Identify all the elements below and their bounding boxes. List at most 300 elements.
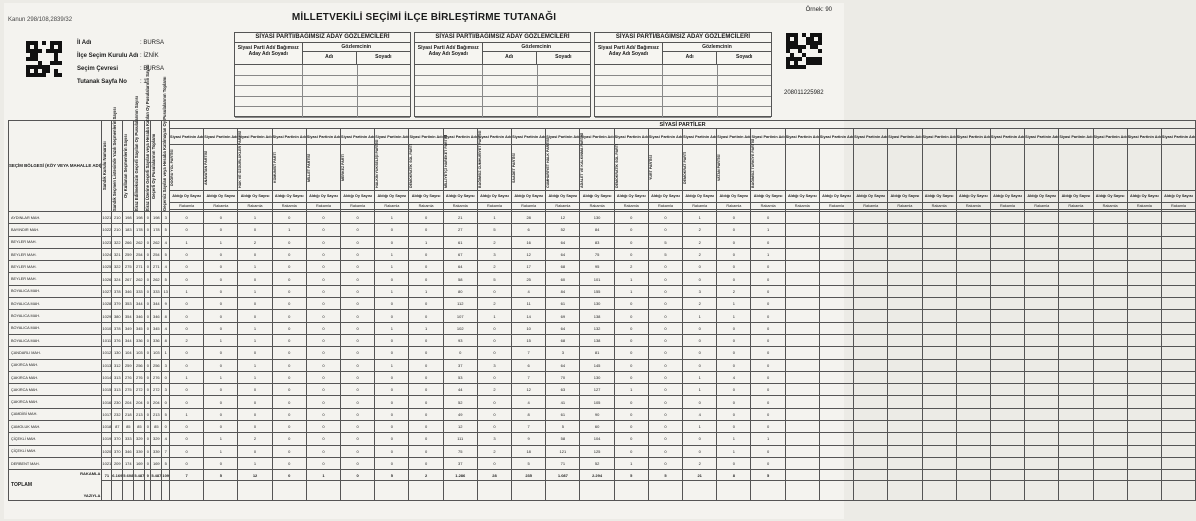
total-cell: 5.487 — [134, 470, 145, 481]
fixed-column-header-text: İtiraz Edilmeksizin Geçerli Sayılan Oy Pusulalarının Sayısı — [134, 96, 140, 211]
table-cell: 0 — [751, 310, 785, 322]
table-cell: 103 — [134, 347, 145, 359]
table-cell — [1093, 457, 1127, 469]
table-cell: 0 — [477, 408, 511, 420]
table-cell — [922, 212, 956, 224]
table-cell — [1161, 310, 1195, 322]
table-cell: 0 — [306, 421, 340, 433]
table-cell: 0 — [145, 322, 151, 334]
total-text-cell — [888, 481, 922, 501]
table-cell: 5 — [162, 273, 170, 285]
table-cell: 15 — [512, 334, 546, 346]
table-cell: 2 — [477, 261, 511, 273]
table-cell: 0 — [614, 396, 648, 408]
table-cell — [956, 285, 990, 297]
district-name: BAYINDIR MAH. — [9, 224, 102, 236]
table-cell — [785, 371, 819, 383]
page-title: MİLLETVEKİLİ SEÇİMİ İLÇE BİRLEŞTİRME TUTANAĞI — [291, 12, 557, 23]
table-cell: 0 — [614, 445, 648, 457]
numeric-caption: Rakamla — [1127, 202, 1161, 209]
vote-count-caption: Aldığı Oy Sayısı — [375, 191, 409, 203]
table-cell: 9 — [512, 433, 546, 445]
party-name-caption: Siyasi Partinin Adı — [272, 129, 306, 145]
fixed-column-header-text: Sandık Kurulu Numarası — [102, 141, 108, 191]
table-cell — [1127, 224, 1161, 236]
table-cell: 68 — [546, 334, 580, 346]
table-cell — [785, 408, 819, 420]
table-cell: 0 — [683, 359, 717, 371]
table-cell: 5 — [162, 248, 170, 260]
total-text-cell — [1161, 481, 1195, 501]
total-text-cell — [134, 481, 145, 501]
table-cell: 0 — [341, 347, 375, 359]
table-cell — [990, 445, 1024, 457]
table-row — [9, 457, 1196, 469]
table-cell — [956, 298, 990, 310]
table-cell — [922, 421, 956, 433]
table-cell: 0 — [409, 298, 443, 310]
table-cell: 1010 — [102, 322, 112, 334]
table-cell: 0 — [648, 433, 682, 445]
table-cell — [990, 248, 1024, 260]
table-cell: 0 — [409, 384, 443, 396]
observer-box-title: SİYASİ PARTİ/BAĞIMSIZ ADAY GÖZLEMCİLERİ — [415, 33, 590, 43]
observer-box-title: SİYASİ PARTİ/BAĞIMSIZ ADAY GÖZLEMCİLERİ — [595, 33, 771, 43]
total-text-cell — [272, 481, 306, 501]
party-name-cell — [512, 145, 546, 191]
table-cell — [956, 384, 990, 396]
total-text-cell — [717, 481, 751, 501]
table-cell — [956, 212, 990, 224]
table-cell — [785, 433, 819, 445]
table-cell: 0 — [751, 273, 785, 285]
table-cell — [1059, 298, 1093, 310]
party-name-caption: Siyasi Partinin Adı — [922, 129, 956, 145]
table-cell: 1011 — [102, 334, 112, 346]
table-cell: 0 — [204, 396, 238, 408]
table-cell: 0 — [170, 248, 204, 260]
table-cell: 0 — [717, 421, 751, 433]
table-cell — [1025, 433, 1059, 445]
table-cell: 0 — [751, 371, 785, 383]
table-cell: 0 — [204, 212, 238, 224]
total-text-cell — [683, 481, 717, 501]
table-cell: 0 — [409, 359, 443, 371]
numeric-caption: Rakamla — [580, 202, 614, 209]
table-cell — [1161, 371, 1195, 383]
observer-blank-line — [235, 65, 410, 76]
district-name: BOYALICA MAH. — [9, 285, 102, 297]
party-name-cell — [1025, 145, 1059, 191]
table-row — [9, 359, 1196, 371]
total-cell: 21 — [683, 470, 717, 481]
table-cell: 262 — [151, 236, 162, 248]
table-cell — [990, 396, 1024, 408]
table-cell: 1023 — [102, 236, 112, 248]
table-cell: 0 — [162, 396, 170, 408]
table-cell: 0 — [341, 457, 375, 469]
table-cell — [854, 457, 888, 469]
table-cell: 0 — [170, 433, 204, 445]
table-cell: 13 — [162, 285, 170, 297]
vote-count-caption: Aldığı Oy Sayısı — [409, 191, 443, 203]
table-cell: 1 — [238, 457, 272, 469]
table-cell: 0 — [238, 408, 272, 420]
numeric-caption: Rakamla — [1161, 202, 1195, 209]
table-cell: 0 — [238, 421, 272, 433]
table-cell: 0 — [375, 408, 409, 420]
table-cell: 14 — [512, 310, 546, 322]
table-cell — [1059, 433, 1093, 445]
table-cell: 312 — [112, 359, 123, 371]
table-cell: 0 — [145, 445, 151, 457]
total-text-cell — [956, 481, 990, 501]
table-cell: 3 — [162, 359, 170, 371]
table-cell — [1127, 421, 1161, 433]
table-cell — [922, 261, 956, 273]
table-cell — [1059, 273, 1093, 285]
table-cell — [854, 384, 888, 396]
table-cell — [1093, 224, 1127, 236]
total-text-cell — [922, 481, 956, 501]
table-row — [9, 261, 1196, 273]
table-cell: 0 — [614, 236, 648, 248]
observer-blank-line — [415, 86, 590, 97]
info-key: İl Adı — [77, 39, 92, 46]
tutanak-sheet — [4, 3, 1196, 519]
numeric-caption: Rakamla — [238, 202, 272, 209]
table-row — [9, 310, 1196, 322]
vote-count-caption: Aldığı Oy Sayısı — [1059, 191, 1093, 203]
table-cell: 0 — [409, 396, 443, 408]
table-cell: 1 — [409, 285, 443, 297]
observer-blank-line — [595, 76, 771, 87]
table-cell: 262 — [134, 273, 145, 285]
table-cell — [1059, 236, 1093, 248]
table-cell — [922, 273, 956, 285]
vote-count-caption: Aldığı Oy Sayısı — [512, 191, 546, 203]
table-cell: 5 — [546, 421, 580, 433]
table-cell: 345 — [134, 322, 145, 334]
table-cell: 256 — [134, 359, 145, 371]
table-row — [9, 236, 1196, 248]
table-cell: 1 — [717, 310, 751, 322]
table-cell: 0 — [375, 334, 409, 346]
table-cell: 0 — [306, 359, 340, 371]
total-text-cell — [443, 481, 477, 501]
table-cell — [1127, 285, 1161, 297]
table-cell: 346 — [123, 285, 134, 297]
table-cell: 70 — [546, 371, 580, 383]
table-cell: 130 — [112, 347, 123, 359]
table-cell: 1 — [717, 433, 751, 445]
table-cell — [1025, 285, 1059, 297]
table-cell — [990, 384, 1024, 396]
table-cell — [922, 285, 956, 297]
table-cell: 0 — [614, 298, 648, 310]
table-cell — [1059, 359, 1093, 371]
table-cell: 0 — [204, 421, 238, 433]
vote-count-caption: Aldığı Oy Sayısı — [683, 191, 717, 203]
party-name: DEMOKRATİK SOL PARTİ — [409, 143, 414, 188]
table-cell: 380 — [112, 310, 123, 322]
table-cell — [956, 408, 990, 420]
table-cell — [1093, 347, 1127, 359]
party-name-cell — [341, 145, 375, 191]
table-cell: 0 — [204, 384, 238, 396]
table-cell — [854, 396, 888, 408]
party-name-cell — [306, 145, 340, 191]
table-cell: 1 — [409, 322, 443, 334]
table-cell: 1020 — [102, 445, 112, 457]
total-cell: 0 — [272, 470, 306, 481]
table-cell: 0 — [170, 445, 204, 457]
table-cell: 0 — [170, 347, 204, 359]
table-cell: 2 — [614, 261, 648, 273]
total-text-cell — [512, 481, 546, 501]
total-cell: 7 — [170, 470, 204, 481]
table-cell — [1093, 285, 1127, 297]
party-name-cell — [375, 139, 409, 191]
table-cell: 0 — [204, 248, 238, 260]
table-cell: 0 — [145, 359, 151, 371]
table-cell: 1025 — [102, 261, 112, 273]
total-cell: 2 — [409, 470, 443, 481]
total-text-cell — [204, 481, 238, 501]
table-cell: 1 — [238, 285, 272, 297]
table-cell — [785, 298, 819, 310]
table-cell: 232 — [112, 408, 123, 420]
info-value: : BURSA — [140, 65, 165, 72]
table-cell: 1 — [238, 359, 272, 371]
table-cell — [922, 248, 956, 260]
fixed-column-header-text: Oy Kullanan Seçmenlerin Sayısı — [123, 134, 129, 198]
party-name: MERKEZ PARTİ — [341, 154, 346, 181]
table-cell: 0 — [375, 457, 409, 469]
table-cell — [990, 359, 1024, 371]
table-cell: 145 — [580, 359, 614, 371]
observer-blank-line — [235, 97, 410, 108]
vote-count-caption: Aldığı Oy Sayısı — [614, 191, 648, 203]
table-cell: 1017 — [102, 408, 112, 420]
district-name: ÇAKIRCA MAH. — [9, 396, 102, 408]
table-row — [9, 396, 1196, 408]
table-cell: 49 — [443, 408, 477, 420]
table-cell: 0 — [717, 261, 751, 273]
observer-lines — [595, 65, 771, 118]
table-cell: 0 — [341, 371, 375, 383]
table-cell: 0 — [145, 408, 151, 420]
table-cell — [1059, 347, 1093, 359]
table-cell: 0 — [648, 371, 682, 383]
table-cell: 0 — [614, 359, 648, 371]
table-cell — [1059, 408, 1093, 420]
table-cell — [1093, 298, 1127, 310]
table-cell — [819, 408, 853, 420]
table-cell — [922, 236, 956, 248]
table-cell: 0 — [648, 347, 682, 359]
vote-count-caption: Aldığı Oy Sayısı — [990, 191, 1024, 203]
table-cell — [854, 298, 888, 310]
fixed-column-header-text: Geçersiz Sayılan veya Hesaba Katılmayan Oy Pusulalarının Toplamı — [162, 76, 168, 211]
table-cell: 0 — [272, 322, 306, 334]
numeric-caption: Rakamla — [956, 202, 990, 209]
total-text-cell — [341, 481, 375, 501]
numeric-caption: Rakamla — [1093, 202, 1127, 209]
table-cell: 370 — [112, 433, 123, 445]
table-cell: 0 — [614, 224, 648, 236]
party-name-caption: Siyasi Partinin Adı — [854, 129, 888, 145]
table-cell — [1161, 212, 1195, 224]
table-cell: 254 — [134, 248, 145, 260]
table-cell: 4 — [717, 371, 751, 383]
table-cell: 7 — [512, 347, 546, 359]
total-cell — [785, 470, 819, 481]
vote-count-caption: Aldığı Oy Sayısı — [922, 191, 956, 203]
table-cell — [1025, 359, 1059, 371]
district-name: AYDINLAR MAH. — [9, 212, 102, 224]
table-cell — [785, 457, 819, 469]
table-cell: 329 — [151, 433, 162, 445]
table-cell — [1127, 433, 1161, 445]
table-cell — [1059, 310, 1093, 322]
table-cell: 93 — [443, 334, 477, 346]
table-cell: 0 — [306, 298, 340, 310]
district-name: ÇAKIRCA MAH. — [9, 384, 102, 396]
table-cell — [1161, 285, 1195, 297]
table-cell — [956, 347, 990, 359]
table-cell: 198 — [123, 212, 134, 224]
table-cell: 0 — [272, 310, 306, 322]
fixed-column-header — [102, 121, 112, 212]
table-cell: 0 — [648, 359, 682, 371]
table-cell: 333 — [151, 285, 162, 297]
table-cell: 0 — [648, 396, 682, 408]
table-cell — [1127, 371, 1161, 383]
table-cell: 53 — [443, 371, 477, 383]
table-cell — [819, 273, 853, 285]
vote-count-caption: Aldığı Oy Sayısı — [170, 191, 204, 203]
table-cell: 378 — [112, 322, 123, 334]
party-name-caption: Siyasi Partinin Adı — [580, 129, 614, 145]
table-cell: 0 — [170, 224, 204, 236]
table-cell: 0 — [409, 261, 443, 273]
table-cell: 0 — [341, 445, 375, 457]
table-cell: 0 — [614, 347, 648, 359]
table-cell: 27 — [443, 224, 477, 236]
table-cell: 3 — [477, 248, 511, 260]
table-cell: 0 — [751, 322, 785, 334]
table-cell: 0 — [648, 212, 682, 224]
table-cell — [1093, 273, 1127, 285]
table-cell — [785, 248, 819, 260]
table-cell: 4 — [162, 433, 170, 445]
info-key: Tutanak Sayfa No — [77, 78, 127, 85]
total-cell: 1 — [306, 470, 340, 481]
total-cell — [1127, 470, 1161, 481]
table-cell: 345 — [151, 322, 162, 334]
table-cell: 0 — [683, 433, 717, 445]
table-cell — [922, 224, 956, 236]
table-cell: 0 — [751, 261, 785, 273]
table-cell: 0 — [272, 248, 306, 260]
table-cell — [922, 445, 956, 457]
table-cell: 0 — [648, 310, 682, 322]
table-cell: 2 — [238, 236, 272, 248]
total-text-cell — [151, 481, 162, 501]
table-cell — [1161, 322, 1195, 334]
total-text-cell — [123, 481, 134, 501]
header-info — [77, 36, 200, 88]
party-name: DEMOKRATİK SOL PARTİ — [614, 143, 619, 188]
numeric-caption: Rakamla — [717, 202, 751, 209]
table-cell: 0 — [204, 310, 238, 322]
party-name: DEMOKRAT PARTİ — [683, 151, 688, 184]
table-cell — [1025, 457, 1059, 469]
table-cell — [922, 384, 956, 396]
table-cell — [1025, 322, 1059, 334]
table-cell: 0 — [614, 433, 648, 445]
numeric-caption: Rakamla — [1025, 202, 1059, 209]
table-cell: 95 — [580, 261, 614, 273]
table-cell: 344 — [134, 298, 145, 310]
table-cell: 0 — [272, 457, 306, 469]
total-text-cell — [1025, 481, 1059, 501]
table-cell: 4 — [162, 322, 170, 334]
table-cell: 0 — [477, 285, 511, 297]
table-cell: 0 — [306, 310, 340, 322]
observer-last-header: Soyadı — [736, 54, 753, 60]
vote-count-caption: Aldığı Oy Sayısı — [819, 191, 853, 203]
district-name: BEYLER MAH. — [9, 236, 102, 248]
party-name-cell — [785, 145, 819, 191]
table-cell — [785, 285, 819, 297]
total-cell — [1059, 470, 1093, 481]
party-name: BAĞIMSIZ CUMHURİYET PARTİSİ — [477, 130, 482, 188]
table-cell — [1093, 359, 1127, 371]
district-name: ÇAMDİBİ MAH. — [9, 408, 102, 420]
table-cell — [819, 236, 853, 248]
fixed-column-header-text: İtiraz Üzerine Geçerli Sayılan veya Hesaba Katılan Oy Pusulalarının Sayısı — [145, 64, 151, 211]
table-cell: 267 — [123, 273, 134, 285]
table-cell: 230 — [112, 396, 123, 408]
table-cell: 2 — [683, 298, 717, 310]
table-cell: 0 — [341, 310, 375, 322]
table-cell — [1161, 445, 1195, 457]
table-cell — [1059, 224, 1093, 236]
table-cell: 12 — [512, 248, 546, 260]
table-cell: 0 — [683, 261, 717, 273]
table-cell: 8 — [162, 334, 170, 346]
table-cell — [1127, 322, 1161, 334]
total-text-cell — [306, 481, 340, 501]
table-cell: 0 — [751, 445, 785, 457]
table-cell: 12 — [443, 421, 477, 433]
district-name: ÇİÇEKLİ MAH. — [9, 433, 102, 445]
vote-count-caption: Aldığı Oy Sayısı — [477, 191, 511, 203]
observer-blank-line — [235, 107, 410, 118]
table-cell — [922, 334, 956, 346]
table-cell: 2 — [238, 433, 272, 445]
table-row — [9, 445, 1196, 457]
table-cell — [1025, 261, 1059, 273]
table-cell — [1161, 248, 1195, 260]
district-name: BEYLER MAH. — [9, 248, 102, 260]
party-name-cell — [546, 137, 580, 191]
table-cell — [785, 445, 819, 457]
table-cell: 0 — [272, 236, 306, 248]
table-cell: 12 — [546, 212, 580, 224]
